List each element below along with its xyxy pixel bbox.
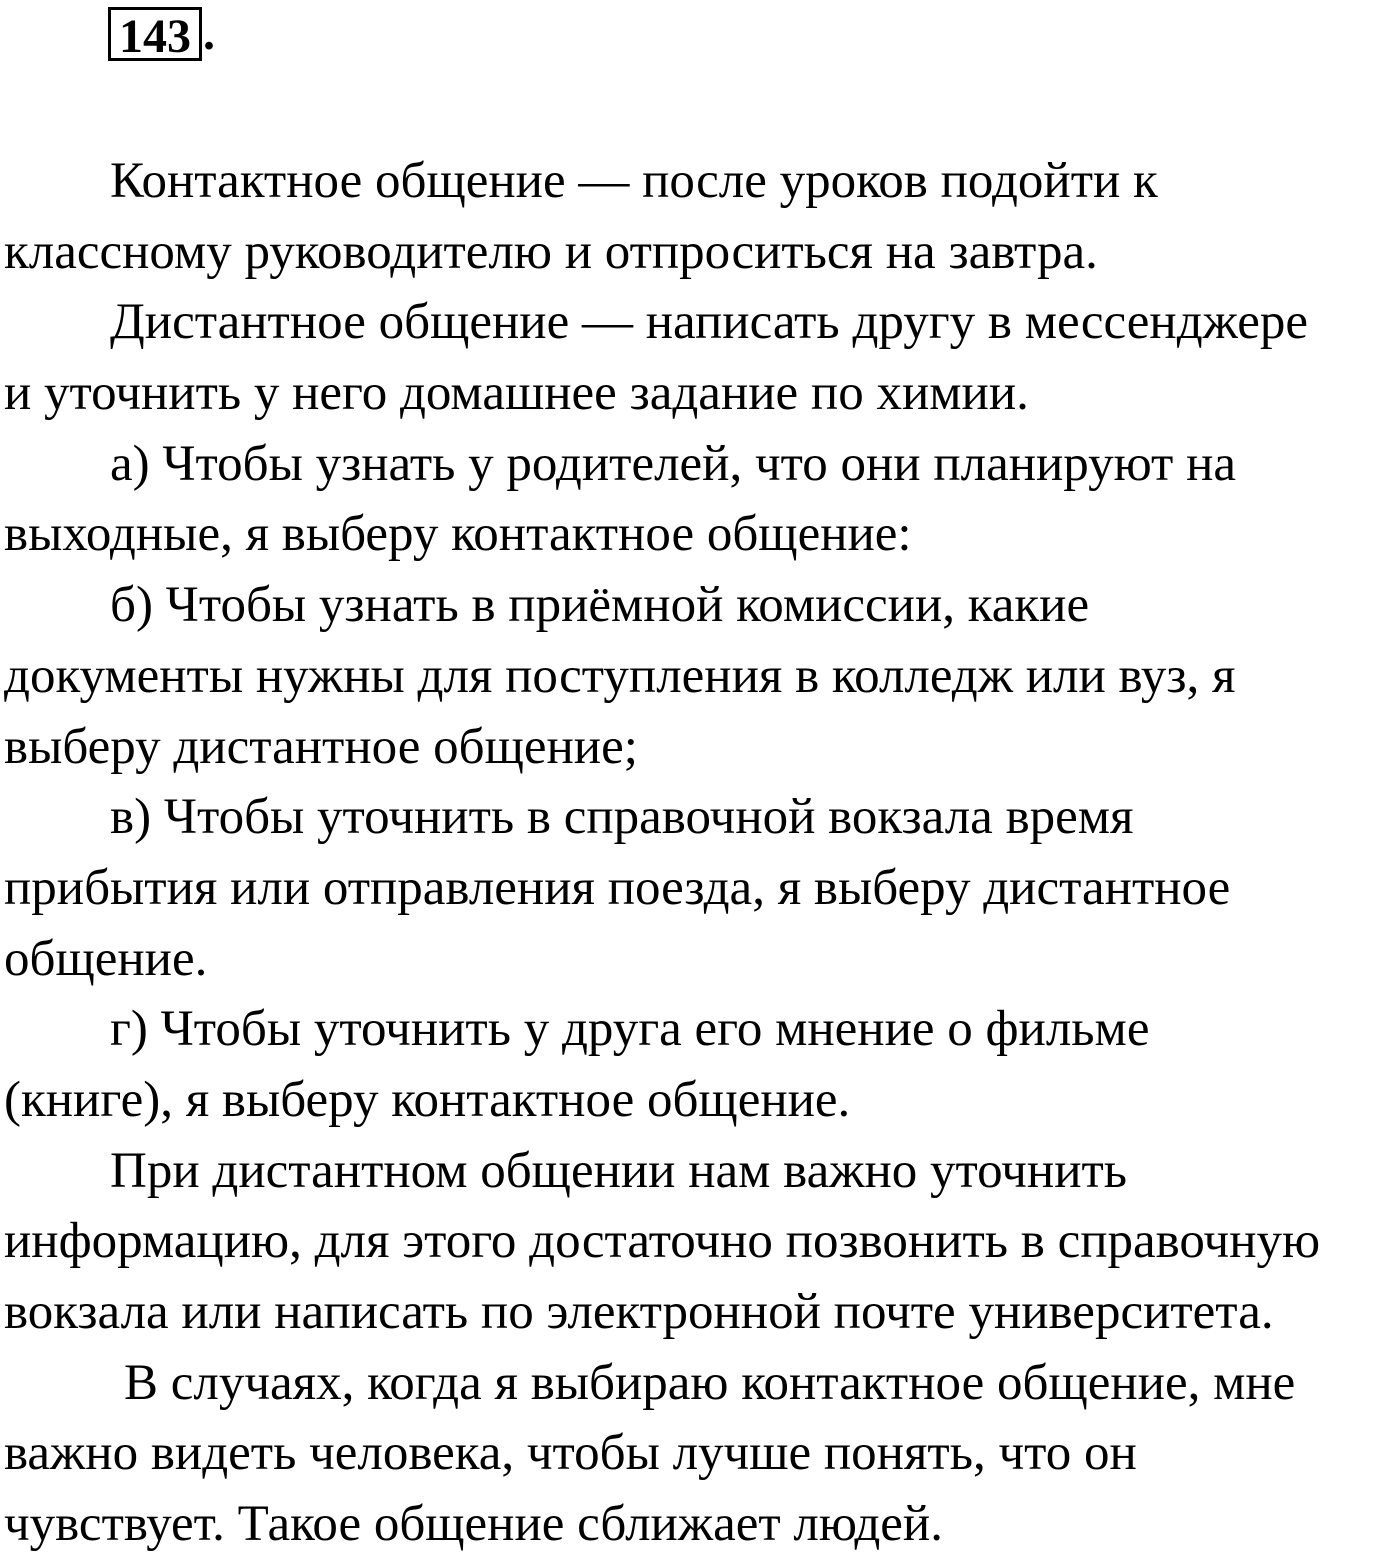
task-number	[108, 6, 215, 62]
paragraph-line: общение.	[4, 930, 208, 987]
paragraph-line: Дистантное общение — написать другу в мессенджере	[110, 294, 1309, 351]
list-item-g: г) Чтобы уточнить у друга его мнение о фильме	[110, 1001, 1150, 1058]
paragraph-line: информацию, для этого достаточно позвонить в справочную	[4, 1213, 1321, 1270]
paragraph-line: выходные, я выберу контактное общение:	[4, 506, 912, 563]
paragraph-line: В случаях, когда я выбираю контактное общение, мне	[124, 1354, 1296, 1411]
paragraph-line: важно видеть человека, чтобы лучше понять, что он	[4, 1425, 1137, 1482]
task-number-dot: .	[203, 7, 215, 60]
list-item-b: б) Чтобы узнать в приёмной комиссии, какие	[110, 577, 1090, 634]
paragraph-line: выберу дистантное общение;	[4, 718, 638, 775]
paragraph-line: классному руководителю и отпроситься на завтра.	[4, 223, 1098, 280]
list-item-a: а) Чтобы узнать у родителей, что они планируют на	[110, 435, 1237, 492]
paragraph-line: прибытия или отправления поезда, я выберу дистантное	[4, 859, 1231, 916]
paragraph-line: (книге), я выберу контактное общение.	[4, 1071, 851, 1128]
task-number-box: 143	[108, 7, 202, 61]
paragraph-line: При дистантном общении нам важно уточнить	[110, 1142, 1128, 1199]
paragraph-line: документы нужны для поступления в колледж или вуз, я	[4, 647, 1236, 704]
paragraph-line: Контактное общение — после уроков подойти к	[110, 153, 1158, 209]
paragraph-line: чувствует. Такое общение сближает людей.	[4, 1496, 943, 1553]
list-item-v: в) Чтобы уточнить в справочной вокзала время	[110, 789, 1134, 846]
answer-text	[4, 146, 1400, 1560]
paragraph-line: и уточнить у него домашнее задание по химии.	[4, 365, 1029, 422]
paragraph-line: вокзала или написать по электронной почте университета.	[4, 1284, 1274, 1340]
